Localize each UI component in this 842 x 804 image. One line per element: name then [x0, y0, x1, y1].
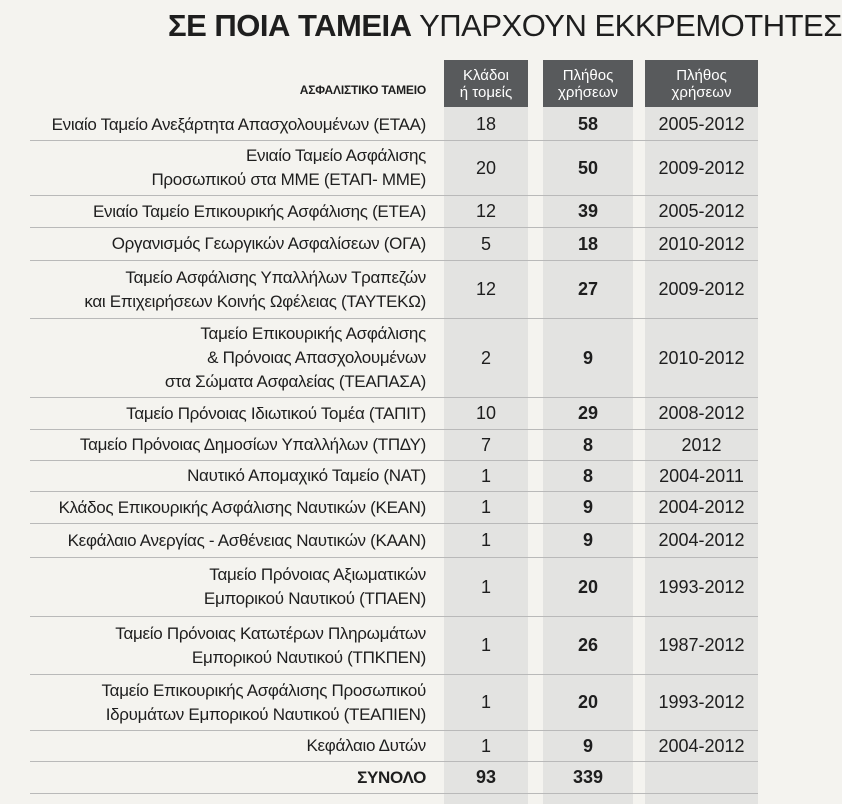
uses-value: 9 — [582, 497, 593, 517]
fund-name: Ταμείο Επικουρικής Ασφάλισης & Πρόνοιας Απασχολουμένων στα Σώματα Ασφαλείας (ΤΕΑΠΑΣΑ) — [164, 324, 426, 391]
fund-name: Κεφάλαιο Ανεργίας - Ασθένειας Ναυτικών (ΚΑΑΝ) — [67, 530, 426, 550]
uses-value: 58 — [577, 114, 599, 134]
fund-name: Οργανισμός Γεωργικών Ασφαλίσεων (ΟΓΑ) — [111, 234, 426, 253]
fund-name: Ταμείο Πρόνοιας Κατωτέρων Πληρωμάτων Εμπορικού Ναυτικού (ΤΠΚΠΕΝ) — [115, 623, 426, 667]
years-value: 2004-2012 — [658, 735, 745, 756]
table-row — [30, 109, 760, 140]
branches-value: 1 — [480, 735, 491, 756]
branches-value: 1 — [480, 465, 491, 486]
column-header-uses — [543, 60, 633, 107]
title-bold: ΣΕ ΠΟΙΑ ΤΑΜΕΙΑ — [168, 8, 412, 43]
uses-value: 339 — [572, 767, 604, 787]
branches-value: 20 — [475, 157, 497, 178]
fund-name: Ταμείο Επικουρικής Ασφάλισης Προσωπικού Ιδρυμάτων Εμπορικού Ναυτικού (ΤΕΑΠΙΕΝ) — [101, 680, 426, 724]
table-row — [30, 261, 760, 318]
uses-value: 9 — [582, 347, 593, 368]
uses-value: 27 — [577, 279, 599, 299]
title-light: ΥΠΑΡΧΟΥΝ ΕΚΚΡΕΜΟΤΗΤΕΣ — [419, 8, 842, 43]
branches-value: 7 — [480, 434, 491, 455]
table-row — [30, 196, 760, 227]
fund-name: Ενιαίο Ταμείο Ανεξάρτητα Απασχολουμένων (ΕΤΑΑ) — [51, 114, 426, 134]
years-value: 2009-2012 — [658, 157, 745, 178]
uses-value: 9 — [582, 735, 593, 756]
fund-name: Κλάδος Επικουρικής Ασφάλισης Ναυτικών (ΚΕΑΝ) — [58, 497, 426, 517]
fund-name: Ταμείο Πρόνοιας Ιδιωτικού Τομέα (ΤΑΠΙΤ) — [126, 403, 426, 423]
table-row — [30, 675, 760, 730]
table-row — [30, 461, 760, 491]
branches-value: 5 — [480, 233, 491, 254]
years-value: 2010-2012 — [658, 233, 745, 254]
table-row — [30, 524, 760, 557]
column-header-years-label: Πλήθος χρήσεων — [671, 66, 732, 101]
table-row — [30, 228, 760, 260]
branches-value: 1 — [480, 497, 491, 517]
uses-value: 18 — [577, 233, 599, 254]
years-value: 2004-2012 — [658, 530, 745, 550]
table-row — [30, 430, 760, 460]
branches-value: 18 — [475, 114, 497, 134]
branches-value: 1 — [480, 692, 491, 712]
column-header-years — [645, 60, 758, 107]
years-value: 2010-2012 — [658, 347, 745, 368]
branches-value: 1 — [480, 530, 491, 550]
branches-value: 93 — [475, 767, 497, 787]
branches-value: 2 — [480, 347, 491, 368]
uses-value: 20 — [577, 692, 599, 712]
uses-value: 20 — [577, 576, 599, 597]
column-header-fund: ΑΣΦΑΛΙΣΤΙΚΟ ΤΑΜΕΙΟ — [299, 83, 426, 97]
total-row — [30, 762, 760, 793]
branches-value: 1 — [480, 635, 491, 655]
uses-value: 26 — [577, 635, 599, 655]
years-value: 2008-2012 — [658, 403, 745, 423]
branches-value: 12 — [475, 279, 497, 299]
branches-value: 1 — [480, 576, 491, 597]
uses-value: 8 — [582, 434, 593, 455]
years-value: 1993-2012 — [658, 576, 745, 597]
fund-name: Ενιαίο Ταμείο Επικουρικής Ασφάλισης (ΕΤΕΑ) — [93, 201, 426, 221]
uses-value: 8 — [582, 465, 593, 486]
column-header-branches-label: Κλάδοι ή τομείς — [459, 66, 513, 101]
uses-value: 50 — [577, 157, 599, 178]
years-value: 1987-2012 — [658, 635, 745, 655]
years-value: 2004-2011 — [659, 465, 744, 486]
table-row — [30, 558, 760, 616]
years-value: 2005-2012 — [658, 114, 745, 134]
fund-name: Ταμείο Πρόνοιας Αξιωματικών Εμπορικού Ναυτικού (ΤΠΑΕΝ) — [203, 565, 426, 608]
total-label: ΣΥΝΟΛΟ — [357, 767, 426, 787]
uses-value: 29 — [577, 403, 599, 423]
uses-value: 9 — [582, 530, 593, 550]
table-row — [30, 731, 760, 761]
fund-name: Ενιαίο Ταμείο Ασφάλισης Προσωπικού στα ΜΜΕ (ΕΤΑΠ- ΜΜΕ) — [151, 146, 426, 189]
years-value: 2005-2012 — [658, 201, 745, 221]
fund-name: Κεφάλαιο Δυτών — [306, 736, 426, 755]
years-value: 1993-2012 — [658, 692, 745, 712]
branches-value: 10 — [475, 403, 497, 423]
years-value: 2012 — [681, 434, 722, 455]
row-divider — [30, 793, 758, 794]
table-row — [30, 141, 760, 195]
table-row — [30, 319, 760, 397]
table-row — [30, 492, 760, 523]
table-row — [30, 617, 760, 674]
page-title — [168, 8, 842, 44]
years-value: 2004-2012 — [658, 497, 745, 517]
uses-value: 39 — [577, 201, 599, 221]
column-header-uses-label: Πλήθος χρήσεων — [558, 66, 618, 101]
branches-value: 12 — [475, 201, 497, 221]
table-row — [30, 398, 760, 429]
years-value — [645, 762, 758, 793]
fund-name: Ταμείο Πρόνοιας Δημοσίων Υπαλλήλων (ΤΠΔΥ) — [79, 435, 426, 454]
fund-name: Ναυτικό Απομαχικό Ταμείο (ΝΑΤ) — [187, 466, 426, 485]
column-header-branches — [444, 60, 528, 107]
years-value: 2009-2012 — [658, 279, 745, 299]
fund-name: Ταμείο Ασφάλισης Υπαλλήλων Τραπεζών και Επιχειρήσεων Κοινής Ωφέλειας (ΤΑΥΤΕΚΩ) — [84, 267, 426, 311]
